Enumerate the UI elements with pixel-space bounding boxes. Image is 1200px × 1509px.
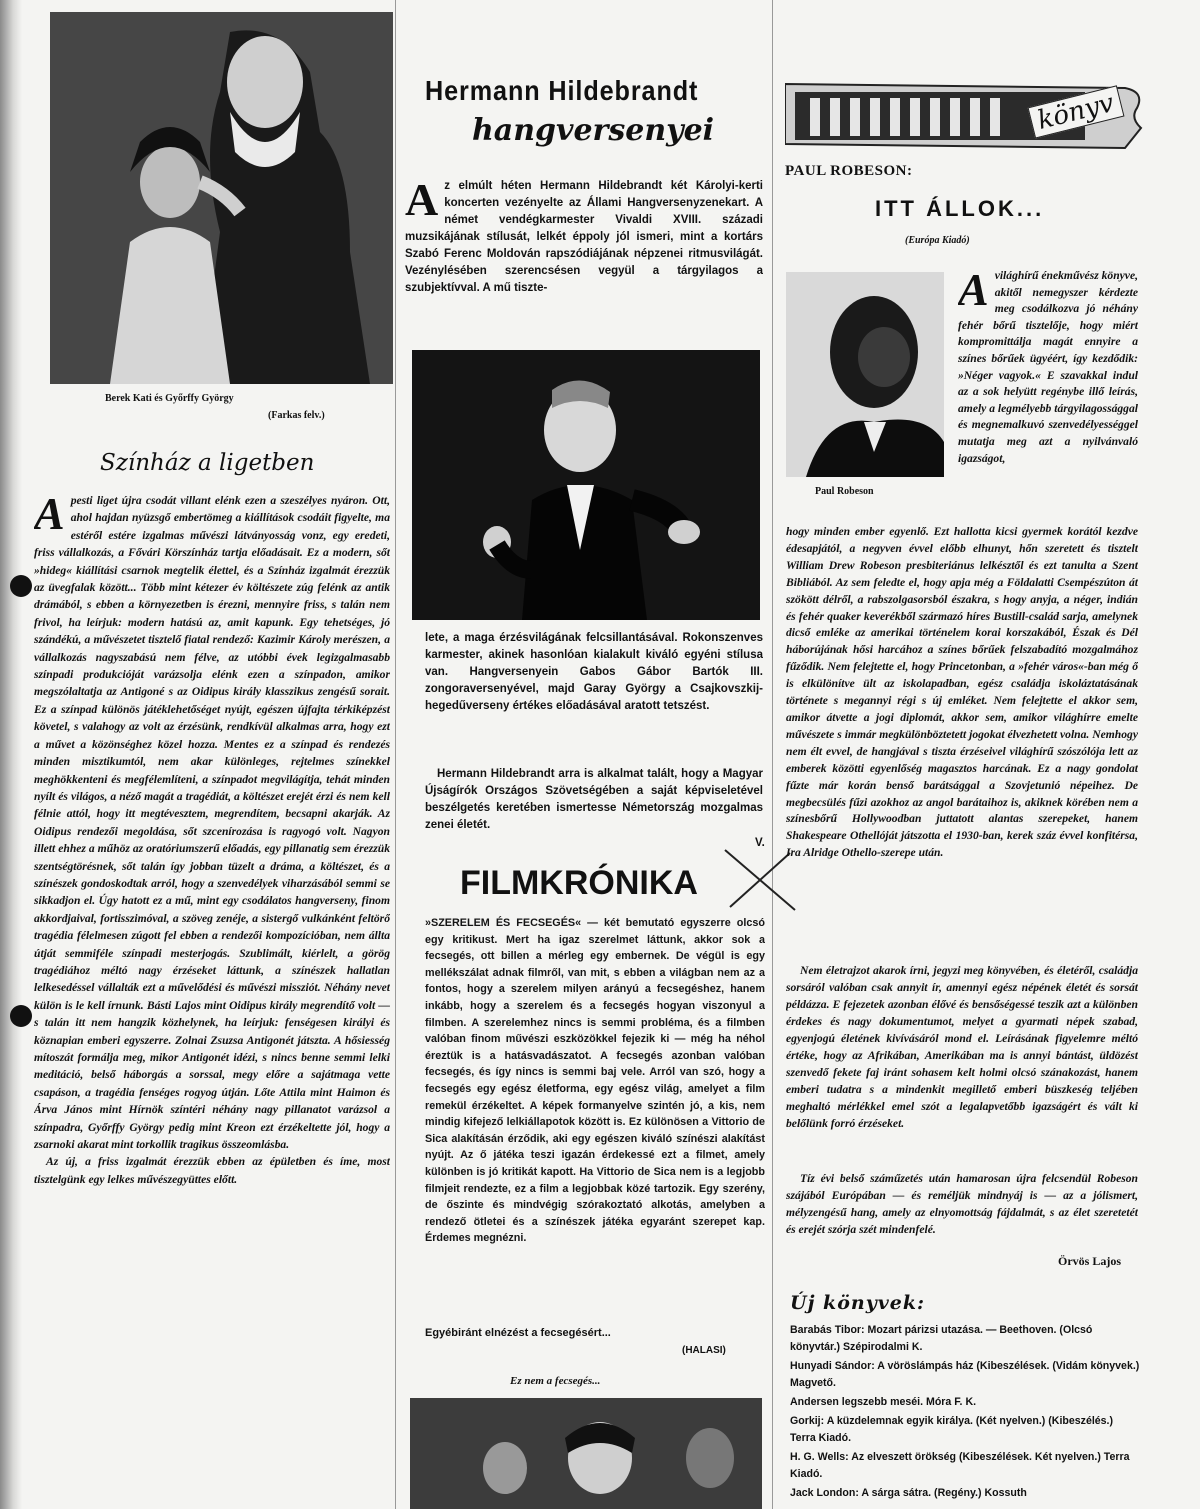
concert-title-main: Hermann Hildebrandt — [425, 75, 699, 106]
film-chronicle-title: FILMKRÓNIKA — [460, 864, 698, 902]
book-banner — [785, 78, 1145, 154]
book-review-body-text: hogy minden ember egyenlő. Ezt hallotta kicsi gyermek korától kezdve édesapjától, a negyven évvel előbb elhunyt, hőn szeretett és tisztelt William Drew Robeson presbiteriánus lelkésztől és ezt tanulta a Szent Bibliából. Az sem feledte el, hogy apja még a Földalatti Csempészúton át szökött délről, a rabszolgasorsból északra, s hogy anyja, a néger, indián és fehér quaker keverékből származó híres Bustill-család sarja, amelynek dicső emléke az amerikai történelem korai korszakából, Észak és Dél háborújának hősi harcához a színes bőrűek felszabadító mozgalmához fűződik. Nem felejtette el, hogy Princetonban, a »fehér város«-ban még ő is elkülönítve ült az iskolapadban, egész családja iskoláztatásának története s megannyi régi s új emléket. Nem felejtette el akkor sem, amikor átvette a jogi diplomát, akkor sem, amikor világhírre emelte művészete s immár megkülönböztetett jogokat élvezhetett volna. Nemhogy nem élt evvel, de hangjával s tiszta érzéseivel világhírű szószólója lett az emberek közötti egyenlőség magasztos harcának. Ez a nagy gondolat fűzte már korán benső barátsággal a Szovjetunió népeihez. De megbecsülés fűzi azokhoz az angol barátaihoz is, akiknek körében nem a színesbőrű Hollywoodban juttatott alantas szerepeket, hanem Shakespeare Othellóját játszotta el 1930-ban, kerek száz évvel konfitérsa, Ira Alridge Othello-szerepe után. — [786, 525, 1138, 860]
concert-intro-text: z elmúlt héten Hermann Hildebrandt két Károlyi-kerti koncerten vezényelte az Állami Hangversenyzenekart. A német vendégkarmester Vivaldi XVIII. századi muzsikájának stílusát, lelkét éppoly jól ismeri, mint a kortárs Szabó Ferenc Moldován rapszódiájának népzenei ritmusvilágát. Vezénylésében szerencsésen vegyül a tárgyilagos a szubjektívval. A mű tiszte- — [405, 180, 763, 294]
book-banner-word: könyv — [1027, 85, 1124, 138]
robeson-photo — [786, 272, 944, 477]
book-review-intro — [958, 268, 1138, 520]
new-book-item: Hunyadi Sándor: A vöröslámpás ház (Kibeszélések. (Vidám könyvek.) Magvető. — [790, 1360, 1140, 1389]
concert-closing — [425, 766, 763, 856]
book-author: PAUL ROBESON: — [785, 163, 913, 179]
book-review-body-3 — [786, 1170, 1138, 1256]
theatre-photo — [50, 12, 393, 384]
book-title: ITT ÁLLOK... — [875, 196, 1045, 221]
dropcap: A — [34, 492, 65, 539]
book-review-intro-text: világhírű énekművész könyve, akitől nemegyszer kérdezte meg csodálkozva jó néhány fehér bőrű tisztelője, hogy miért kompromittálja magát ennyire a színes bőrűek ügyéért, így kezdődik: »Néger vagyok.« E szavakkal indul az a sok helyütt regénybe illő leírás, amely a legmélyebb tárgyilagossággal és megnemalkuvó szenvedélyességgel mutatja meg azt a nyilvánvaló igazságot, — [958, 269, 1138, 465]
column-divider — [772, 0, 773, 1509]
article-body: pesti liget újra csodát villant elénk ezen a szeszélyes nyáron. Ott, ahol hajdan nyüzsgő embertömeg a kiállítások csodáit figyelte, ma estéről estére izgalmas művészi látványosság vonz, egy eredeti, friss vállalkozás, a Fővári Körszínház tartja előadásait. Ez a modern, sőt »hideg« kiállítási csarnok megtelik élettel, és a Színház izgalmát érezzük az üvegfalak között... Több mint kétezer év költészete zúg felénk az antik drámából, s ebben a környezetben is érezni, mennyire friss, s talán nem frivol, ha leírjuk: modern hatású az, amit kapunk. Egy tehetséges, jó szándékú, a művészetet tisztelő fiatal rendező: Kazimir Károly merészen, a vállalkozás nagyszabású nem félve, az utóbbi évek legizgalmasabb színpadi produkcióját varázsolja elénk ezen a színpadon, amikor megszólaltatja az Antigoné s az Oidipus király klasszikus zengésű sorait. Ez a színpad különös játéklehetőséget nyújt, egészen újfajta térkiképzést követel, s valahogy az volt az érzésünk, rendkívül alkalmas arra, hogy ezt a művet a közönséghez közel hozza. Mentes ez a színpad és rendezés minden misztikumtól, nem akar különleges, rejtelmes színekkel meghökkenteni és megfélemlíteni, a színpadot megvilágítja, tehát minden nyílt és világos, a néző magát a tragédiát, a költészet erejét érzi és nem kell félnie attól, hogy itt megtévesztem, megrendítem, becsapni akarják. Az Oidipus rendezői megoldása, sőt szcenírozása is ragyogó volt. Nagyon illett ehhez a műhöz az oratóriumszerű előadás, egy pillanatig sem érezzük szentségtörésnek, sőt talán így jobban tüzelt a dráma, a költészet, és a színészek gondoskodtak arról, hogy a szenvedélyek viharzásából semmi se sikkadjon el. Úgy hatott ez a mű, mint egy csodálatos hangverseny, finom akkordjaival, fortisszimóval, a szöveg zenéje, a sistergő vulkánként feltörő tragédia félelmesen zúgott fel ebben a rendezői kompozícióban, nem állta útját semmiféle színpadi mesterjogás. Szublimált, kiérlelt, a görög tragédiához méltó nagy érzéseket láttunk, a színészek hallatlan lelkesedéssel vállalták ezt a művelődési és művészi missziót. Néhány nevet külön is le kell írnunk. Básti Lajos mint Oidipus király megrendítő volt — s talán itt nem hangzik közhelynek, ha leírjuk: fenségesen királyi és köznapian emberi egyszerre. Zolnai Zsuzsa Antigonét játszta. A hősiesség mítoszát formálja meg, mikor Antigonét idézi, s nincs benne semmi lelki meditáció, belső háborgás a sorssal, megy előre a sajátmaga vette csapáson, a tragédia fenséges rogyog útján. Lőte Attila mint Haimon és Árva János mint Hírnök színtéri néhány nagy pillanatot varázsol a színpadra, Győrffy György pedig mint Kreon ezt érzékeltette jól, hogy a zsarnoki akarat mint torkollik tragikus összeomlásba. — [34, 494, 390, 1152]
book-review-body — [786, 524, 1138, 956]
concert-closing-text: Hermann Hildebrandt arra is alkalmat talált, hogy a Magyar Újságírók Országos Szövetségében a saját képviseletével beszélgetés keretében ismertesse Németország mozgalmas zenei életét. — [425, 768, 763, 831]
article-title: Színház a ligetben — [100, 450, 315, 476]
dropcap: A — [405, 178, 439, 225]
new-book-item: Jack London: A sárga sátra. (Regény.) Kossuth — [790, 1487, 1027, 1499]
film-review — [425, 915, 765, 1327]
new-book-item: Andersen legszebb meséi. Móra F. K. — [790, 1396, 977, 1408]
article-ending: Az új, a friss izgalmát érezzük ebben az épületben és íme, most tisztelgünk egy lelkes művészegyüttes előtt. — [34, 1155, 390, 1186]
new-book-item: Barabás Tibor: Mozart párizsi utazása. — Beethoven. (Olcsó könyvtár.) Szépirodalmi K. — [790, 1324, 1093, 1353]
book-review-body-2 — [786, 962, 1138, 1166]
new-book-item: Gorkij: A küzdelemnak egyik királya. (Két nyelven.) (Kibeszélés.) Terra Kiadó. — [790, 1415, 1114, 1444]
concert-signature: V. — [755, 837, 765, 849]
photo-caption-credit: (Farkas felv.) — [268, 410, 325, 421]
concert-title-sub: hangversenyei — [472, 113, 715, 148]
robeson-photo-caption: Paul Robeson — [815, 486, 874, 497]
film-review-text: »SZERELEM ÉS FECSEGÉS« — két bemutató egyszerre olcsó egy kritikust. Mert ha igaz szerelmet láttunk, akkor sok a fecsegés, ott billen a mérleg egy embernek. De végül is egy mellékszálat adnak filmről, van mit, s ebben a világban nem az a fontos, hogy a szerelem milyen arányú a fecsegéshez, hanem inkább, hogy a szerelem és a fecsegés hogyan viszonyul a filmben. A szerelemhez nincs is semmi probléma, és a filmben valóban finom művészi eszközökkel fejezik ki — még ha néhol éreztük is a hatásvadászatot. A fecsegés azonban valóban fecsegés, és így nincs is semmi baj vele. Arról van szó, hogy a fecsegés egy egész életforma, egy egész világ, amelyet a film remekül érzékeltet. A képek formanyelve szintén jó, a kis, nem mindig kifejező lelkiállapotok között is. Ez különösen a Vittorio de Sica alakításán érződik, aki egy egészen kiváló színészi alakítást nyújt. Az ő játéka teszi igazán érdekessé ezt a filmet, amely különben is jó kritikát kapott. Ha Vittorio de Sica nem is a legjobb filmjeit rendezte, ez a film a legjobbak közé tartozik. Egy szerény, de őszinte és mindvégig szórakoztató alkotás, amelyben a rendező ötletei és a színészek játéka egyaránt szerepet kap. Érdemes megnézni. — [425, 917, 765, 1245]
film-review-ending: Egyébiránt elnézést a fecsegésért... — [425, 1327, 611, 1339]
punch-hole — [10, 575, 32, 597]
concert-intro — [405, 178, 763, 326]
dropcap: A — [958, 268, 989, 315]
page-binding-edge — [0, 0, 22, 1509]
concert-continuation — [425, 630, 763, 758]
concert-continuation-text: lete, a maga érzésvilágának felcsillantásával. Rokonszenves karmester, akinek hasonlóan kialakult kiváló egyéni stílusa van. Hangversenyein Gabos Gábor Bartók III. zongoraversenyével, majd Garay György a Csajkovszkij-hegedűverseny értékes előadásával aratott tetszést. — [425, 632, 763, 712]
new-book-item: H. G. Wells: Az elveszett örökség (Kibeszélések. Két nyelven.) Terra Kiadó. — [790, 1451, 1130, 1480]
book-review-signature: Örvös Lajos — [1058, 1254, 1121, 1268]
book-review-body-2-text: Nem életrajzot akarok írni, jegyzi meg könyvében, és életéről, családja sorsáról valóban csak annyit ír, amennyi egész népének életét és sorsát példázza. E fejezetek azonban élővé és bensőségessé teszik azt a különben érdekes és nagy dokumentumot, melyet a gyarmati népek szabad, egyenjogú életének kivívásáról mond el. Leírásának figyelemre méltó értéke, hogy az Afrikában, Amerikában ma is annyi bántást, üldözést szenvedő fekete faj iránt sohasem kelt holmi olcsó szánakozást, hanem emberi tudatra s a mindenkit megillető emberi büszkeség teljében meghaltó mérlékkel emel szót a legalapvetőbb igazságért és vált ki belőlünk forró érzéseket. — [786, 964, 1138, 1130]
film-still-photo — [410, 1398, 762, 1509]
conductor-photo — [412, 350, 760, 620]
theatre-article — [34, 492, 390, 1509]
book-publisher: (Európa Kiadó) — [905, 235, 970, 246]
new-books-list — [790, 1322, 1140, 1502]
film-subtitle: Ez nem a fecsegés... — [510, 1375, 601, 1387]
photo-caption-names: Berek Kati és Győrffy György — [105, 393, 234, 404]
column-divider — [395, 0, 396, 1509]
film-review-signature: (HALASI) — [682, 1345, 726, 1356]
book-review-body-3-text: Tíz évi belső száműzetés után hamarosan újra felcsendül Robeson szájából Európában — és reméljük mindnyáj is — az a jólismert, mélyzengésű hang, amely az elnyomottság fájdalmát, s az élet szeretetét és erejét szórja szét mindenfelé. — [786, 1172, 1138, 1236]
punch-hole — [10, 1005, 32, 1027]
new-books-title: Új könyvek: — [790, 1292, 926, 1314]
